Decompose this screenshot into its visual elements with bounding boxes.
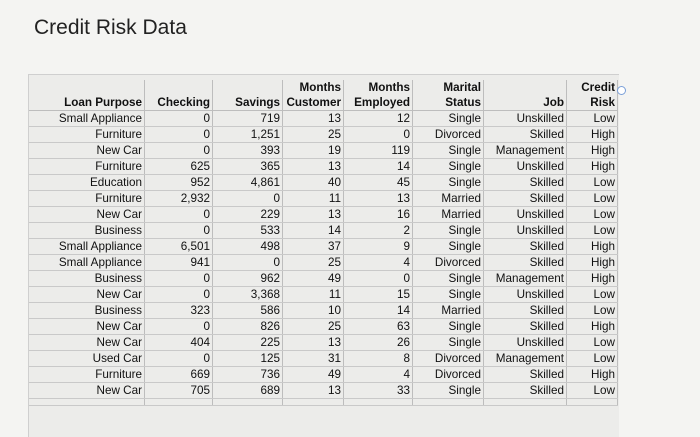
table-cell: 13 [283,335,344,351]
header-marital-status: Status [413,95,484,111]
table-cell: 2 [344,223,413,239]
table-cell: Small Appliance [29,239,145,255]
table-cell: 0 [145,127,213,143]
table-cell: 12 [344,111,413,127]
table-cell: 10 [283,303,344,319]
table-cell: 3,368 [213,287,283,303]
table-cell: Skilled [484,383,567,399]
table-cell: Single [413,383,484,399]
table-row [29,367,618,383]
table-cell: Skilled [484,319,567,335]
table-cell: 323 [145,303,213,319]
table-row [29,319,618,335]
table-cell: 13 [283,159,344,175]
table-cell: 49 [283,367,344,383]
table-cell: 0 [344,127,413,143]
table-cell: Married [413,303,484,319]
table-cell: Furniture [29,191,145,207]
table-cell: Skilled [484,367,567,383]
header-loan-purpose: Loan Purpose [29,95,145,111]
table-row [29,303,618,319]
table-cell: 498 [213,239,283,255]
table-cell: Low [567,191,618,207]
table-cell: 9 [344,239,413,255]
header-cell: Months [283,80,344,95]
table-cell: 125 [213,351,283,367]
table-cell: New Car [29,143,145,159]
table-cell: 736 [213,367,283,383]
table-cell: Business [29,223,145,239]
header-credit-risk: Risk [567,95,618,111]
table-cell: Divorced [413,367,484,383]
table-cell: 25 [283,127,344,143]
table-cell [213,399,283,406]
table-cell: 1,251 [213,127,283,143]
table-cell: 119 [344,143,413,159]
table-cell: Unskilled [484,223,567,239]
table-cell: 941 [145,255,213,271]
table-cell: 8 [344,351,413,367]
table-cell [484,399,567,406]
table-cell: New Car [29,335,145,351]
table-cell: 2,932 [145,191,213,207]
table-cell: 0 [145,287,213,303]
table-cell: Management [484,351,567,367]
table-cell: Skilled [484,255,567,271]
table-cell: Management [484,271,567,287]
table-cell: Divorced [413,255,484,271]
table-cell: Single [413,335,484,351]
header-checking: Checking [145,95,213,111]
table-cell: Low [567,335,618,351]
table-cell: 229 [213,207,283,223]
table-cell: Skilled [484,127,567,143]
table-row [29,383,618,399]
table-cell: New Car [29,287,145,303]
header-cell: Months [344,80,413,95]
table-cell: Single [413,175,484,191]
header-cell [29,80,145,95]
table-cell: 13 [283,111,344,127]
table-cell: New Car [29,383,145,399]
table-cell: Low [567,287,618,303]
table-row [29,111,618,127]
table-cell: 669 [145,367,213,383]
header-months-customer: Customer [283,95,344,111]
table-cell: 31 [283,351,344,367]
table-cell: 4 [344,367,413,383]
table-cell: 705 [145,383,213,399]
table-cell: 225 [213,335,283,351]
table-cell: High [567,127,618,143]
table-cell: 11 [283,191,344,207]
table-cell [29,399,145,406]
table-cell: New Car [29,207,145,223]
table-cell: Low [567,111,618,127]
table-cell: Skilled [484,303,567,319]
table-cell: 11 [283,287,344,303]
table-cell: 63 [344,319,413,335]
table-cell: 0 [145,143,213,159]
table-cell: Single [413,287,484,303]
table-cell: 0 [145,351,213,367]
header-savings: Savings [213,95,283,111]
table-row-cutoff [29,399,618,406]
table-cell: 0 [213,255,283,271]
table-cell [283,399,344,406]
table-cell: Single [413,319,484,335]
table-cell: Single [413,111,484,127]
credit-risk-table [29,80,618,406]
table-cell: 0 [213,191,283,207]
table-cell: Single [413,239,484,255]
table-cell: 365 [213,159,283,175]
table-cell: Married [413,191,484,207]
table-cell [145,399,213,406]
table-row [29,271,618,287]
table-row [29,239,618,255]
table-cell: 4,861 [213,175,283,191]
table-cell: High [567,239,618,255]
table-row [29,143,618,159]
table-cell: Single [413,143,484,159]
header-cell: Credit [567,80,618,95]
table-cell: High [567,159,618,175]
table-row [29,127,618,143]
table-cell [567,399,618,406]
table-cell: 49 [283,271,344,287]
table-cell: Furniture [29,367,145,383]
page-title: Credit Risk Data [34,16,187,39]
table-cell: High [567,143,618,159]
table-cell: 586 [213,303,283,319]
table-cell: Single [413,271,484,287]
table-cell: 962 [213,271,283,287]
header-cell [145,80,213,95]
table-row [29,207,618,223]
table-cell: Divorced [413,351,484,367]
table-cell: High [567,319,618,335]
table-cell: New Car [29,319,145,335]
table-cell: Furniture [29,127,145,143]
table-cell: Low [567,351,618,367]
table-cell: Unskilled [484,159,567,175]
table-cell: Low [567,303,618,319]
table-cell: 25 [283,319,344,335]
table-cell: Low [567,207,618,223]
table-cell: 826 [213,319,283,335]
table-row [29,191,618,207]
table-cell: Unskilled [484,207,567,223]
table-cell: Skilled [484,191,567,207]
table-cell: 14 [283,223,344,239]
table-cell: Business [29,303,145,319]
table-cell: Skilled [484,239,567,255]
header-row-top [29,80,618,95]
table-cell: 16 [344,207,413,223]
table-cell: Education [29,175,145,191]
table-cell: 13 [344,191,413,207]
table-cell: 37 [283,239,344,255]
table-cell: High [567,255,618,271]
table-cell: 15 [344,287,413,303]
table-cell: 689 [213,383,283,399]
table-row [29,335,618,351]
table-cell: 0 [145,207,213,223]
table-cell: Business [29,271,145,287]
table-cell [413,399,484,406]
table-cell: 19 [283,143,344,159]
table-cell: Single [413,159,484,175]
table-row [29,287,618,303]
table-row [29,175,618,191]
table-cell: 14 [344,159,413,175]
table-cell: 40 [283,175,344,191]
table-resize-handle[interactable] [617,86,626,95]
table-body [29,111,618,406]
table-cell: Single [413,223,484,239]
spreadsheet-table-region [28,74,619,437]
table-cell: 0 [145,319,213,335]
table-cell: High [567,367,618,383]
table-row [29,351,618,367]
table-cell: 719 [213,111,283,127]
table-cell: 0 [145,111,213,127]
table-cell: 393 [213,143,283,159]
table-cell [344,399,413,406]
table-cell: Married [413,207,484,223]
table-cell: 14 [344,303,413,319]
table-cell: 6,501 [145,239,213,255]
table-cell: Small Appliance [29,255,145,271]
table-cell: 25 [283,255,344,271]
table-cell: Small Appliance [29,111,145,127]
table-cell: 952 [145,175,213,191]
header-cell [484,80,567,95]
table-cell: 0 [145,271,213,287]
table-row [29,223,618,239]
table-cell: Skilled [484,175,567,191]
table-cell: Low [567,383,618,399]
header-cell: Marital [413,80,484,95]
table-cell: Used Car [29,351,145,367]
table-row [29,255,618,271]
table-cell: Low [567,223,618,239]
table-cell: 0 [344,271,413,287]
table-cell: 404 [145,335,213,351]
table-cell: 33 [344,383,413,399]
header-row-bottom [29,95,618,111]
table-cell: Unskilled [484,287,567,303]
table-cell: 0 [145,223,213,239]
header-cell [213,80,283,95]
table-cell: Management [484,143,567,159]
table-cell: 533 [213,223,283,239]
table-cell: 625 [145,159,213,175]
table-row [29,159,618,175]
table-cell: 13 [283,383,344,399]
table-cell: Unskilled [484,111,567,127]
table-cell: Unskilled [484,335,567,351]
table-cell: Divorced [413,127,484,143]
table-cell: 4 [344,255,413,271]
table-cell: Furniture [29,159,145,175]
table-cell: High [567,271,618,287]
table-cell: Low [567,175,618,191]
table-cell: 45 [344,175,413,191]
header-months-employed: Employed [344,95,413,111]
table-cell: 26 [344,335,413,351]
header-job: Job [484,95,567,111]
table-cell: 13 [283,207,344,223]
